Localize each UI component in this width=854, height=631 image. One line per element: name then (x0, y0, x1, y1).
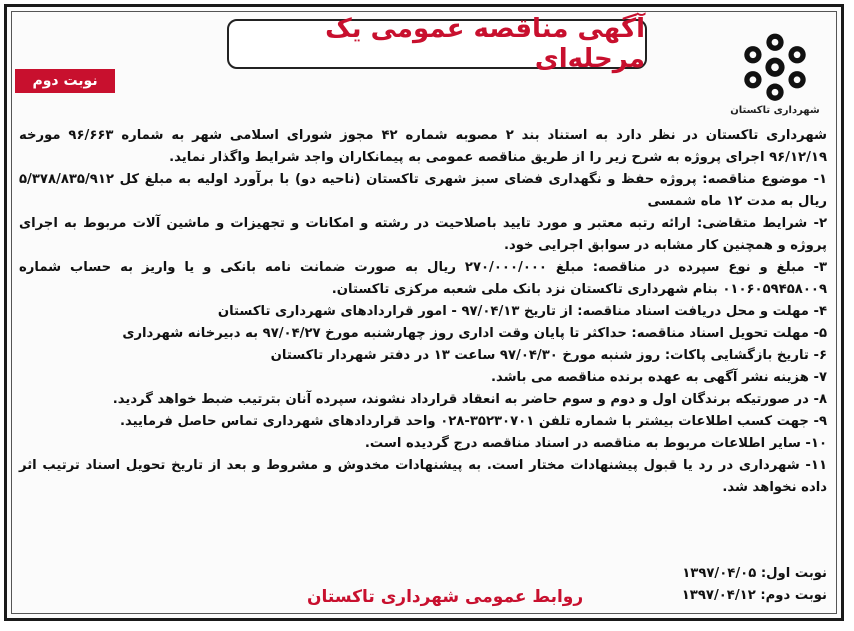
list-item: ۱۱- شهرداری در رد یا قبول پیشنهادات مختار است. به پیشنهادات مخدوش و مشروط و بعد از تاریخ تحویل اسناد ترتیب اثر داده نخواهد شد. (19, 458, 827, 495)
list-item: ۴- مهلت و محل دریافت اسناد مناقصه: از تاریخ ۹۷/۰۴/۱۳ - امور قراردادهای شهرداری تاکستان (217, 304, 827, 319)
round-badge: نوبت دوم (15, 69, 115, 93)
intro-paragraph: شهرداری تاکستان در نظر دارد به استناد بند ۲ مصوبه شماره ۴۲ مجوز شورای اسلامی شهر به شماره ۹۶/۶۶۳ مورخه ۹۶/۱۲/۱۹ اجرای پروژه به شرح زیر را از طریق مناقصه عمومی به پیمانکاران واجد شرایط واگذار نماید. (19, 128, 828, 165)
notice-title: آگهی مناقصه عمومی یک مرحله‌ای (325, 14, 645, 74)
notice-body (19, 125, 827, 499)
first-publication-date: نوبت اول: ۱۳۹۷/۰۴/۰۵ (682, 566, 827, 581)
notice-frame (4, 4, 844, 621)
list-item: ۶- تاریخ بازگشایی پاکات: روز شنبه مورخ ۹۷/۰۴/۳۰ ساعت ۱۳ در دفتر شهردار تاکستان (270, 348, 827, 363)
list-item: ۱۰- سایر اطلاعات مربوط به مناقصه در اسناد مناقصه درج گردیده است. (364, 436, 827, 451)
list-item: ۱- موضوع مناقصه: پروژه حفظ و نگهداری فضای سبز شهری تاکستان (ناحیه دو) با برآورد اولیه به مبلغ کل ۵/۳۷۸/۸۳۵/۹۱۲ ریال به مدت ۱۲ ماه شمسی (19, 172, 827, 209)
signature: روابط عمومی شهرداری تاکستان (307, 587, 584, 607)
second-publication-date: نوبت دوم: ۱۳۹۷/۰۴/۱۲ (681, 588, 827, 603)
list-item: ۵- مهلت تحویل اسناد مناقصه: حداکثر تا پایان وقت اداری روز چهارشنبه مورخ ۹۷/۰۴/۲۷ به دبیرخانه شهرداری (122, 326, 827, 341)
list-item: ۸- در صورتیکه برندگان اول و دوم و سوم حاضر به انعقاد قرارداد نشوند، سپرده آنان بترتیب ضبط خواهد گردید. (112, 392, 827, 407)
logo-caption: شهرداری تاکستان (730, 105, 820, 116)
list-item: ۲- شرایط متقاضی: ارائه رتبه معتبر و مورد تایید باصلاحیت در رشته و امکانات و تجهیزات و ماشین آلات مربوط به اجرای پروژه و همچنین کار مشابه در سوابق اجرایی خود. (19, 216, 827, 253)
publication-dates (677, 563, 827, 607)
list-item: ۹- جهت کسب اطلاعات بیشتر با شماره تلفن ۳۵۲۳۰۷۰۱-۰۲۸ واحد قراردادهای شهرداری تماس حاصل فرمایید. (119, 414, 827, 429)
list-item: ۳- مبلغ و نوع سپرده در مناقصه: مبلغ ۲۷۰/۰۰۰/۰۰۰ ریال به صورت ضمانت نامه بانکی و یا واریز به حساب شماره ۰۱۰۶۰۵۹۴۵۸۰۰۹ بنام شهرداری تاکستان نزد بانک ملی شعبه مرکزی تاکستان. (19, 260, 827, 297)
list-item: ۷- هزینه نشر آگهی به عهده برنده مناقصه می باشد. (490, 370, 827, 385)
title-box (227, 14, 647, 74)
